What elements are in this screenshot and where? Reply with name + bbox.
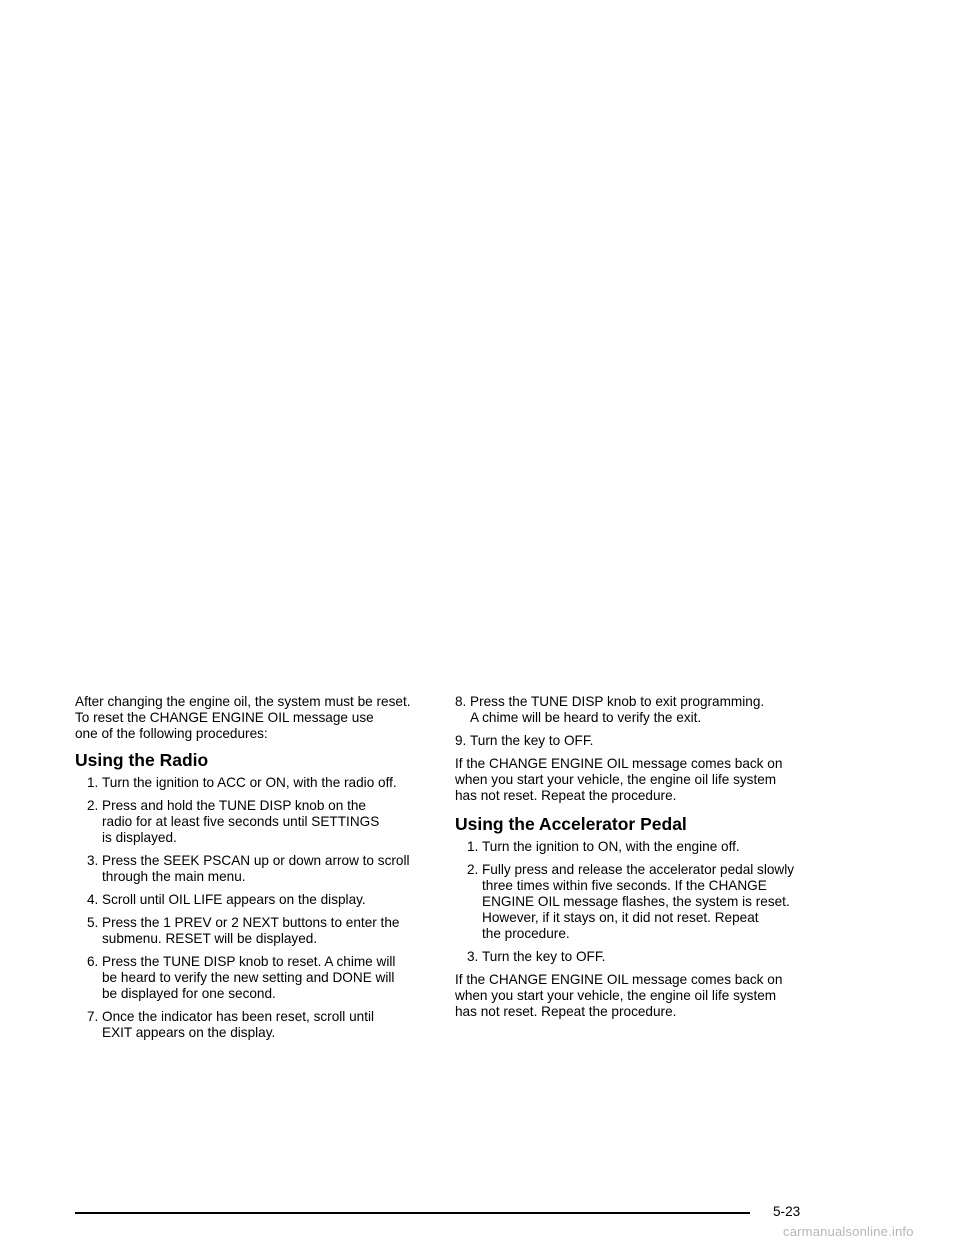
radio-section-title: Using the Radio bbox=[75, 750, 209, 770]
step-number: 5. bbox=[87, 915, 99, 930]
step-text: Press the TUNE DISP knob to reset. A chime will be heard to verify the new setting and DONE will be displayed for one second. bbox=[102, 954, 396, 1001]
list-item bbox=[87, 1009, 441, 1041]
step-number: 1. bbox=[467, 839, 479, 854]
step-number: 1. bbox=[87, 775, 99, 790]
pedal-section-title: Using the Accelerator Pedal bbox=[455, 814, 687, 834]
step-text: Turn the key to OFF. bbox=[482, 949, 606, 964]
radio-steps-continued-list bbox=[455, 694, 821, 749]
list-item bbox=[87, 954, 441, 1002]
step-text: Fully press and release the accelerator pedal slowly three times within five seconds. If the CHANGE ENGINE OIL message flashes, the system is reset. However, if it stays on, it did not reset. Repeat the procedure. bbox=[482, 862, 795, 941]
step-number: 8. bbox=[455, 694, 467, 709]
list-item bbox=[467, 839, 821, 855]
list-item bbox=[455, 733, 821, 749]
page-number: 5-23 bbox=[773, 1204, 801, 1219]
step-number: 2. bbox=[87, 798, 99, 813]
step-number: 3. bbox=[467, 949, 479, 964]
list-item bbox=[467, 862, 821, 942]
list-item bbox=[455, 694, 821, 726]
list-item bbox=[87, 892, 441, 908]
step-text: Turn the ignition to ON, with the engine off. bbox=[482, 839, 740, 854]
right-column bbox=[455, 694, 821, 1020]
list-item bbox=[87, 915, 441, 947]
step-text: Once the indicator has been reset, scroll until EXIT appears on the display. bbox=[102, 1009, 375, 1040]
pedal-steps-list bbox=[455, 839, 821, 965]
list-item bbox=[87, 853, 441, 885]
step-number: 3. bbox=[87, 853, 99, 868]
step-number: 7. bbox=[87, 1009, 99, 1024]
radio-note-paragraph: If the CHANGE ENGINE OIL message comes back on when you start your vehicle, the engine oil life system has not reset. Repeat the procedure. bbox=[455, 756, 783, 803]
list-item bbox=[87, 798, 441, 846]
pedal-note-paragraph: If the CHANGE ENGINE OIL message comes back on when you start your vehicle, the engine oil life system has not reset. Repeat the procedure. bbox=[455, 972, 783, 1019]
left-column bbox=[75, 694, 441, 1048]
step-text: Press the SEEK PSCAN up or down arrow to scroll through the main menu. bbox=[102, 853, 410, 884]
radio-steps-list bbox=[75, 775, 441, 1041]
step-number: 4. bbox=[87, 892, 99, 907]
step-number: 9. bbox=[455, 733, 467, 748]
list-item bbox=[467, 949, 821, 965]
step-text: Press the 1 PREV or 2 NEXT buttons to enter the submenu. RESET will be displayed. bbox=[102, 915, 400, 946]
step-text: Press the TUNE DISP knob to exit programming. A chime will be heard to verify the exit. bbox=[470, 694, 765, 725]
footer-rule bbox=[75, 1212, 750, 1214]
step-number: 2. bbox=[467, 862, 479, 877]
step-text: Press and hold the TUNE DISP knob on the radio for at least five seconds until SETTINGS is displayed. bbox=[102, 798, 380, 845]
step-text: Scroll until OIL LIFE appears on the display. bbox=[102, 892, 366, 907]
step-text: Turn the ignition to ACC or ON, with the radio off. bbox=[102, 775, 397, 790]
watermark-text: carmanualsonline.info bbox=[783, 1224, 914, 1239]
step-text: Turn the key to OFF. bbox=[470, 733, 594, 748]
intro-paragraph: After changing the engine oil, the system must be reset. To reset the CHANGE ENGINE OIL message use one of the following procedures: bbox=[75, 694, 411, 741]
list-item bbox=[87, 775, 441, 791]
step-number: 6. bbox=[87, 954, 99, 969]
